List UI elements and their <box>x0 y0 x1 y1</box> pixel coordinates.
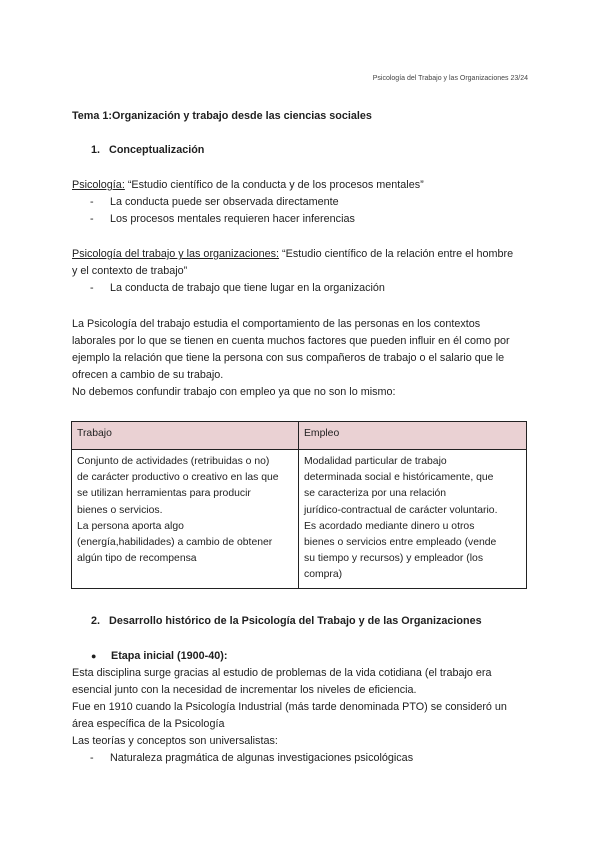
paragraph-line: La Psicología del trabajo estudia el comportamiento de las personas en los contextos <box>72 318 481 330</box>
list-item <box>90 750 413 767</box>
bullet-icon: ● <box>91 651 97 661</box>
cell-line: Modalidad particular de trabajo <box>304 456 447 467</box>
dash-marker: - <box>90 282 94 294</box>
cell-line: de carácter productivo o creativo en las que <box>77 472 279 484</box>
paragraph-line: Fue en 1910 cuando la Psicología Industrial (más tarde denominada PTO) se consideró un <box>72 701 507 713</box>
list-item-text: La conducta de trabajo que tiene lugar en la organización <box>110 282 385 294</box>
paragraph-line: ofrecen a cambio de su trabajo. <box>72 369 224 381</box>
paragraph-line: laborales por lo que se tienen en cuenta muchos factores que pueden influir en él como por <box>72 335 510 347</box>
cell-line: compra) <box>304 569 343 581</box>
table-cell-trabajo <box>72 450 299 589</box>
work-vs-employment-table <box>71 421 527 589</box>
definition: “Estudio científico de la conducta y de los procesos mentales” <box>124 179 424 191</box>
paragraph-line: área específica de la Psicología <box>72 718 225 730</box>
term: Psicología del trabajo y las organizaciones: <box>72 248 280 260</box>
paragraph-line: esencial junto con la necesidad de incrementar los niveles de eficiencia. <box>72 684 417 696</box>
table-row <box>72 450 527 589</box>
list-item-text: Los procesos mentales requieren hacer inferencias <box>110 213 355 225</box>
topic-title: Tema 1:Organización y trabajo desde las ciencias sociales <box>72 110 372 122</box>
dash-marker: - <box>90 196 94 208</box>
list-item <box>90 280 385 297</box>
cell-line: La persona aporta algo <box>77 520 184 532</box>
list-item <box>90 211 355 228</box>
section-number: 2. <box>91 615 101 627</box>
cell-line: Es acordado mediante dinero u otros <box>304 520 475 532</box>
section-number: 1. <box>91 144 101 156</box>
paragraph-line: ejemplo la relación que tiene la persona con sus compañeros de trabajo o el salario que le <box>72 352 505 364</box>
stage-title: Etapa inicial (1900-40): <box>111 650 228 662</box>
cell-line: se utilizan herramientas para producir <box>77 488 251 500</box>
list-item-text: La conducta puede ser observada directamente <box>110 196 339 208</box>
cell-line: bienes o servicios. <box>77 504 163 516</box>
section-title: Conceptualización <box>109 144 205 156</box>
dash-marker: - <box>90 213 94 225</box>
definition-continuation: y el contexto de trabajo” <box>72 265 188 277</box>
paragraph-line: Las teorías y conceptos son universalistas: <box>72 735 278 747</box>
cell-line: algún tipo de recompensa <box>77 553 197 565</box>
stage-heading <box>91 648 227 665</box>
cell-line: se caracteriza por una relación <box>304 488 447 500</box>
cell-line: jurídico-contractual de carácter voluntario. <box>304 504 498 516</box>
cell-line: bienes o servicios entre empleado (vende <box>304 537 497 549</box>
definition: “Estudio científico de la relación entre el hombre <box>279 248 514 260</box>
table-header-row <box>72 422 527 450</box>
dash-marker: - <box>90 752 94 764</box>
table-header-cell: Empleo <box>299 422 527 450</box>
running-header: Psicología del Trabajo y las Organizaciones 23/24 <box>372 75 528 82</box>
paragraph-line: Esta disciplina surge gracias al estudio de problemas de la vida cotidiana (el trabajo era <box>72 667 492 679</box>
cell-line: su tiempo y recursos) y empleador (los <box>304 553 484 565</box>
section-1-heading <box>91 142 204 159</box>
work-psychology-definition <box>72 246 513 263</box>
section-title: Desarrollo histórico de la Psicología del Trabajo y de las Organizaciones <box>109 615 482 627</box>
term: Psicología: <box>72 179 125 191</box>
table-header-cell: Trabajo <box>72 422 299 450</box>
cell-line: determinada social e históricamente, que <box>304 472 494 484</box>
section-2-heading <box>91 613 482 630</box>
cell-line: Conjunto de actividades (retribuidas o no) <box>77 456 270 467</box>
list-item <box>90 194 339 211</box>
psychology-definition <box>72 177 424 194</box>
cell-line: (energía,habilidades) a cambio de obtener <box>77 537 273 549</box>
paragraph-line: No debemos confundir trabajo con empleo ya que no son lo mismo: <box>72 386 396 398</box>
table-cell-empleo <box>299 450 527 589</box>
list-item-text: Naturaleza pragmática de algunas investigaciones psicológicas <box>110 752 414 764</box>
